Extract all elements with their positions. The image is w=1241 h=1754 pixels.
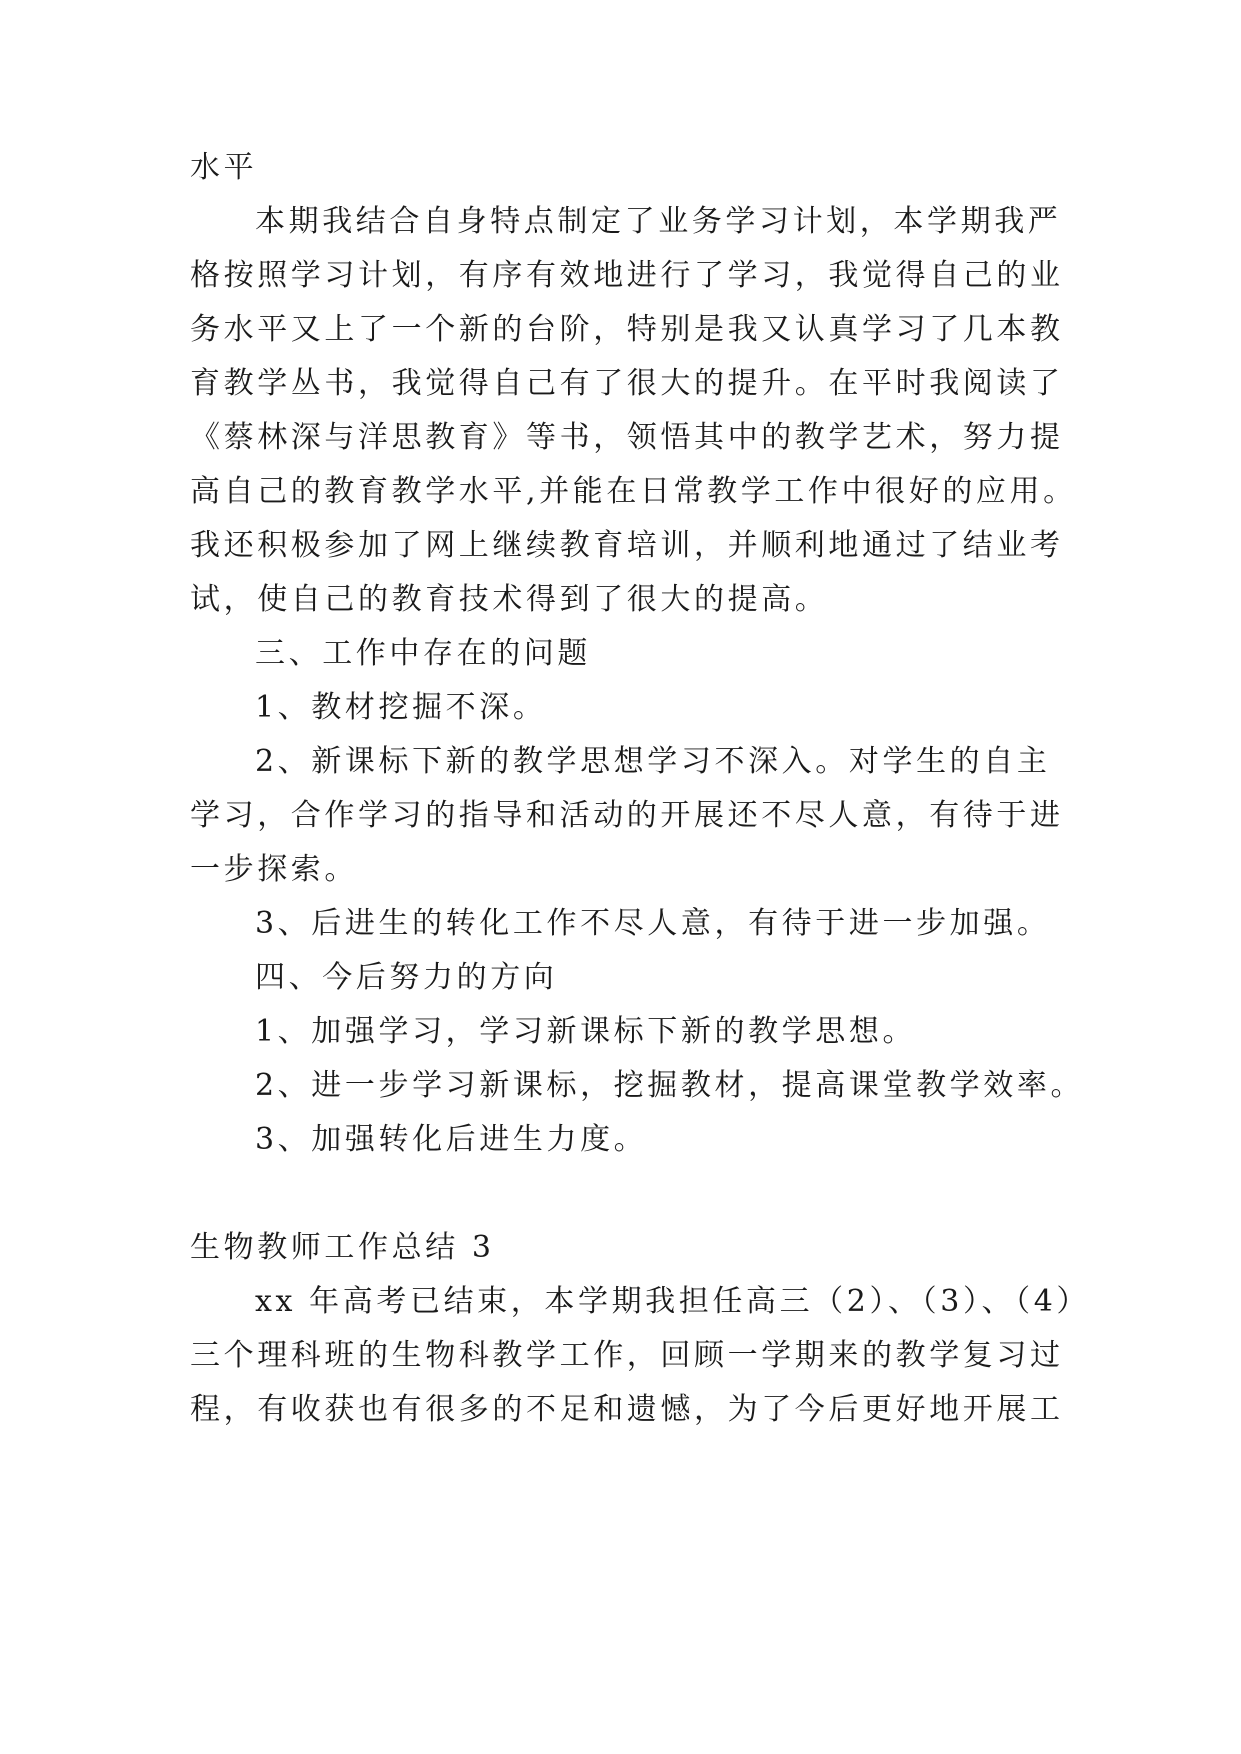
section-heading-future-direction: 四、今后努力的方向: [255, 960, 558, 995]
text-line: 《蔡林深与洋思教育》等书，领悟其中的教学艺术，努力提: [190, 420, 1064, 455]
text-line: 务水平又上了一个新的台阶，特别是我又认真学习了几本教: [190, 312, 1064, 347]
list-item-direction-3: 3、加强转化后进生力度。: [255, 1122, 648, 1157]
text-line: 三个理科班的生物科教学工作，回顾一学期来的教学复习过: [190, 1338, 1064, 1373]
text-line: 格按照学习计划，有序有效地进行了学习，我觉得自己的业: [190, 258, 1064, 293]
paragraph-study-plan-start: 本期我结合自身特点制定了业务学习计划，本学期我严: [255, 204, 1062, 239]
list-item-problem-1: 1、教材挖掘不深。: [255, 690, 547, 725]
text-line: 育教学丛书，我觉得自己有了很大的提升。在平时我阅读了: [190, 366, 1064, 401]
text-line: 学习，合作学习的指导和活动的开展还不尽人意，有待于进: [190, 798, 1064, 833]
text-line: 高自己的教育教学水平,并能在日常教学工作中很好的应用。: [190, 474, 1077, 509]
list-item-direction-2: 2、进一步学习新课标，挖掘教材，提高课堂教学效率。: [255, 1068, 1085, 1103]
text-line: 我还积极参加了网上继续教育培训，并顺利地通过了结业考: [190, 528, 1064, 563]
list-item-problem-3: 3、后进生的转化工作不尽人意，有待于进一步加强。: [255, 906, 1051, 941]
article-title-summary-3: 生物教师工作总结 3: [190, 1230, 495, 1265]
list-item-direction-1: 1、加强学习，学习新课标下新的教学思想。: [255, 1014, 917, 1049]
list-item-problem-2: 2、新课标下新的教学思想学习不深入。对学生的自主: [255, 744, 1051, 779]
text-line-continuation: 水平: [190, 150, 258, 185]
text-line: 一步探索。: [190, 852, 358, 887]
section-heading-problems: 三、工作中存在的问题: [255, 636, 591, 671]
text-line: 试，使自己的教育技术得到了很大的提高。: [190, 582, 829, 617]
paragraph-gaokao-start: xx 年高考已结束，本学期我担任高三（2）、（3）、（4）: [255, 1284, 1091, 1319]
text-line: 程，有收获也有很多的不足和遗憾，为了今后更好地开展工: [190, 1392, 1064, 1427]
